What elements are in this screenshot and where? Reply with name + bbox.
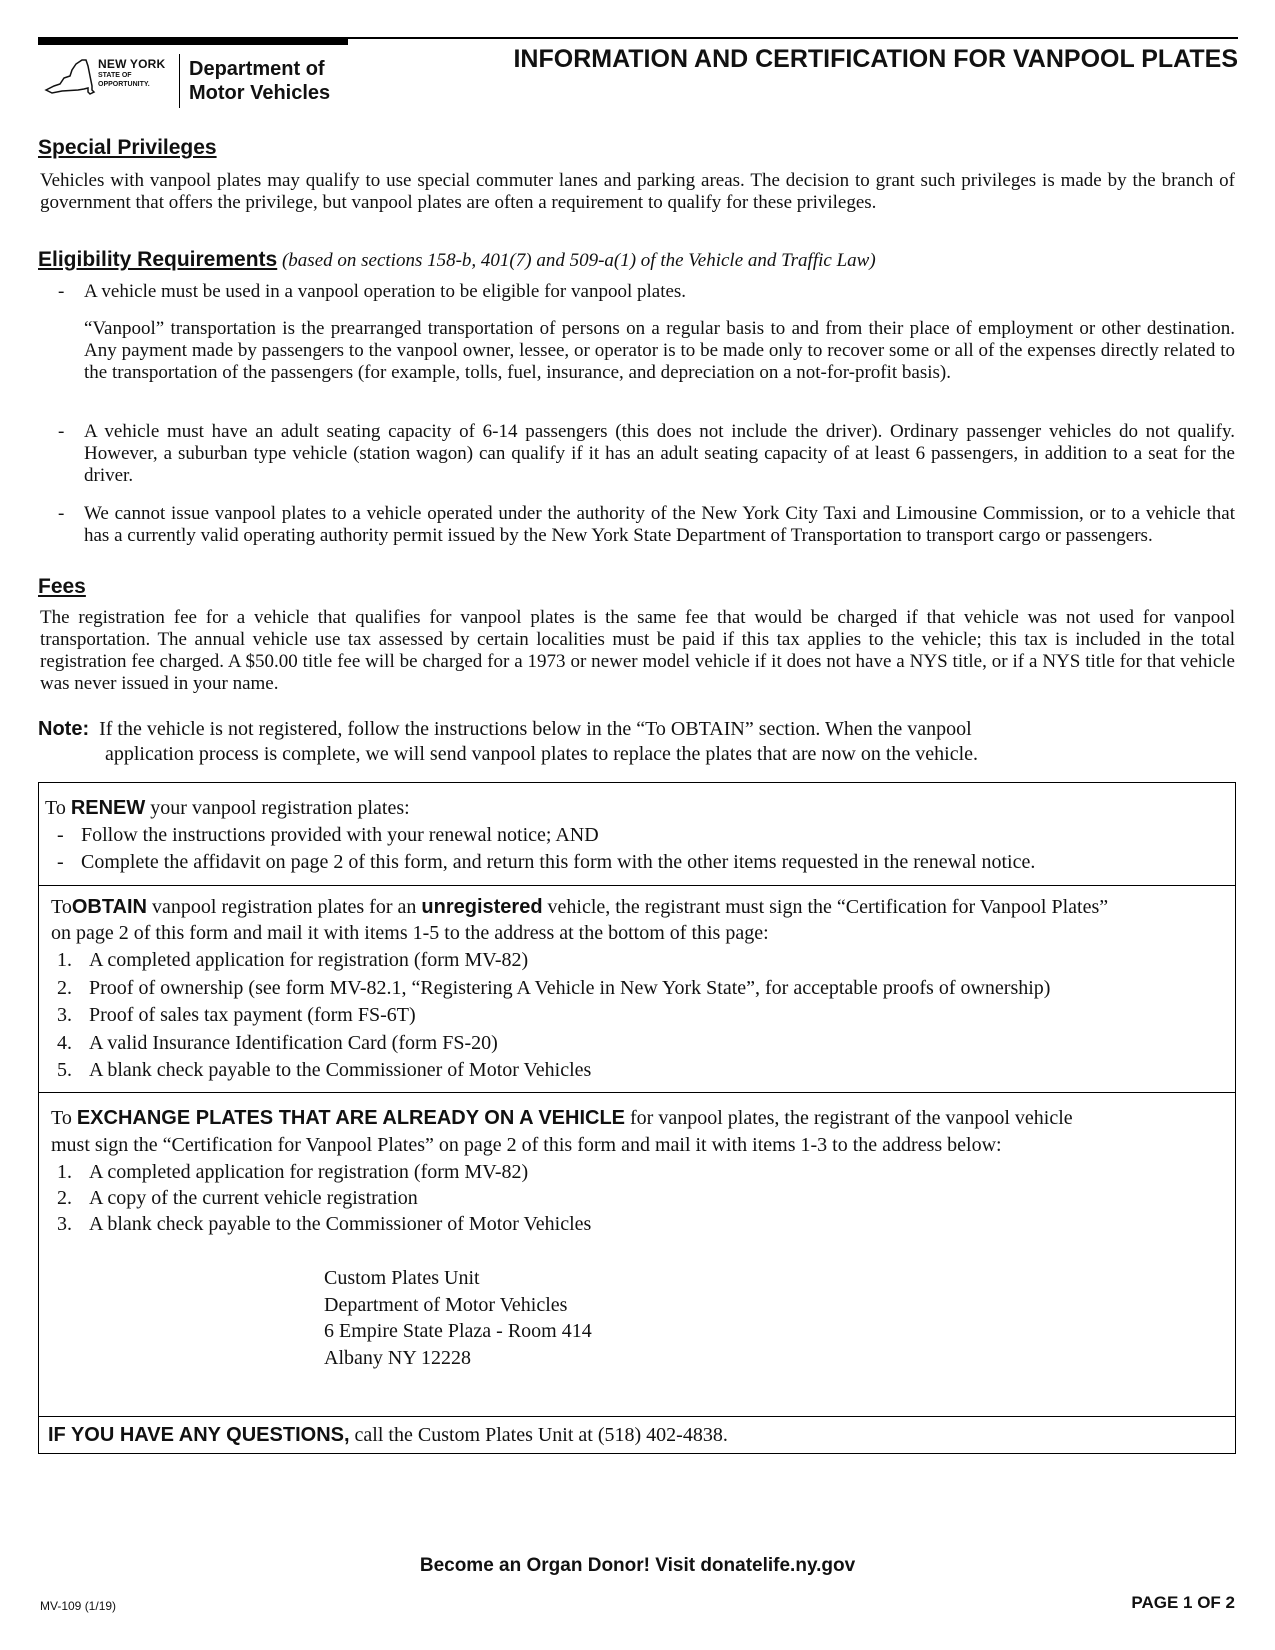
obtain-item-2-text: Proof of ownership (see form MV-82.1, “Registering A Vehicle in New York State”, for acceptable proofs of ownership) xyxy=(89,976,1051,999)
obtain-item-2: 2. Proof of ownership (see form MV-82.1, “Registering A Vehicle in New York State”, for acceptable proofs of ownership) xyxy=(57,976,1051,999)
renew-heading xyxy=(45,795,410,821)
obtain-item-5: 5. A blank check payable to the Commissioner of Motor Vehicles xyxy=(57,1059,592,1081)
exchange-item-1-text: A completed application for registration (form MV-82) xyxy=(89,1161,529,1183)
obtain-item-5-text: A blank check payable to the Commissioner of Motor Vehicles xyxy=(89,1059,592,1081)
exchange-line-2: must sign the “Certification for Vanpool Plates” on page 2 of this form and mail it with items 1-3 to the address below: xyxy=(51,1134,1002,1156)
renew-keyword: RENEW xyxy=(70,797,146,819)
obtain-mid: vanpool registration plates for an xyxy=(147,896,422,918)
eligibility-heading: Eligibility Requirements xyxy=(38,248,278,271)
exchange-item-2: 2. A copy of the current vehicle registration xyxy=(57,1187,418,1209)
exchange-box xyxy=(38,1092,1236,1417)
eligibility-item-3: - We cannot issue vanpool plates to a vehicle operated under the authority of the New York City Taxi and Limousine Commission, or to a vehicle that has a currently valid operating authority permit issued by the New York State Department of Transportation to transport cargo or passengers. xyxy=(58,503,1235,546)
obtain-line-2: on page 2 of this form and mail it with items 1-5 to the address at the bottom of this page: xyxy=(51,922,769,944)
obtain-heading xyxy=(51,894,1108,920)
nys-dmv-logo xyxy=(42,52,362,114)
logo-state-name: NEW YORK xyxy=(98,57,166,71)
renew-box xyxy=(38,782,1236,886)
fees-heading: Fees xyxy=(38,575,86,598)
address-line-2: Department of Motor Vehicles xyxy=(324,1293,568,1316)
renew-rest: your vanpool registration plates: xyxy=(150,797,410,819)
exchange-prefix: To xyxy=(51,1107,72,1129)
logo-state-motto: OPPORTUNITY. xyxy=(98,81,150,89)
header-rule-accent xyxy=(38,37,348,45)
note-block xyxy=(38,718,1238,766)
address-line-4: Albany NY 12228 xyxy=(324,1346,472,1369)
eligibility-item-2-text: A vehicle must have an adult seating capacity of 6-14 passengers (this does not include the driver). Ordinary passenger vehicles do not qualify. However, a suburban type vehicle (station wagon) can qualify if it has an adult seating capacity of at least 6 passengers, in addition to a seat for the driver. xyxy=(84,421,1235,486)
fees-text: The registration fee for a vehicle that qualifies for vanpool plates is the same fee that would be charged if that vehicle was not used for vanpool transportation. The annual vehicle use tax assessed by certain localities must be paid if this tax applies to the vehicle; this tax is included in the total registration fee charged. A $50.00 title fee will be charged for a 1973 or newer model vehicle if it does not have a NYS title, or if a NYS title for that vehicle was never issued in your name. xyxy=(40,607,1235,694)
note-line-1: If the vehicle is not registered, follow the instructions below in the “To OBTAIN” section. When the vanpool xyxy=(99,718,972,740)
renew-prefix: To xyxy=(45,797,66,819)
renew-item-1-text: Follow the instructions provided with your renewal notice; AND xyxy=(81,824,599,846)
obtain-item-3: 3. Proof of sales tax payment (form FS-6T) xyxy=(57,1004,416,1026)
renew-item-1: - Follow the instructions provided with your renewal notice; AND xyxy=(57,824,599,846)
obtain-item-4: 4. A valid Insurance Identification Card (form FS-20) xyxy=(57,1031,498,1054)
exchange-item-3-text: A blank check payable to the Commissioner of Motor Vehicles xyxy=(89,1213,592,1235)
exchange-rest: for vanpool plates, the registrant of the vanpool vehicle xyxy=(625,1107,1073,1129)
obtain-items-list xyxy=(39,947,1050,1085)
vanpool-definition: “Vanpool” transportation is the prearranged transportation of persons on a regular basis to and from their place of employment or other destination. Any payment made by passengers to the vanpool owner, lessee, or operator is to be made only to recover some or all of the expenses directly related to the transportation of the passengers (for example, tolls, fuel, insurance, and depreciation on a not-for-profit basis). xyxy=(84,318,1235,383)
special-privileges-text: Vehicles with vanpool plates may qualify to use special commuter lanes and parking areas. The decision to grant such privileges is made by the branch of government that offers the privilege, but vanpool plates are often a requirement to qualify for these privileges. xyxy=(40,170,1235,213)
obtain-item-1-text: A completed application for registration (form MV-82) xyxy=(89,949,529,971)
page-number: PAGE 1 OF 2 xyxy=(1131,1593,1235,1612)
note-line-2: application process is complete, we will send vanpool plates to replace the plates that are now on the vehicle. xyxy=(105,743,979,765)
logo-divider xyxy=(179,54,180,108)
obtain-box xyxy=(38,885,1236,1093)
exchange-item-2-text: A copy of the current vehicle registration xyxy=(89,1187,418,1209)
exchange-heading xyxy=(51,1105,1073,1131)
mailing-address xyxy=(324,1265,592,1371)
eligibility-item-1-text: A vehicle must be used in a vanpool operation to be eligible for vanpool plates. xyxy=(84,281,687,302)
document-title: INFORMATION AND CERTIFICATION FOR VANPOOL PLATES xyxy=(513,45,1238,73)
eligibility-basis: (based on sections 158-b, 401(7) and 509-a(1) of the Vehicle and Traffic Law) xyxy=(281,250,876,271)
special-privileges-heading: Special Privileges xyxy=(38,136,217,159)
agency-name xyxy=(189,58,330,105)
renew-item-2-text: Complete the affidavit on page 2 of this form, and return this form with the other items requested in the renewal notice. xyxy=(81,851,1036,873)
questions-box xyxy=(38,1416,1236,1454)
questions-line xyxy=(48,1422,728,1448)
renew-item-2: - Complete the affidavit on page 2 of this form, and return this form with the other items requested in the renewal notice. xyxy=(57,851,1036,873)
questions-rest: call the Custom Plates Unit at (518) 402-4838. xyxy=(349,1424,728,1446)
note-label: Note: xyxy=(38,718,90,740)
organ-donor-banner: Become an Organ Donor! Visit donatelife.ny.gov xyxy=(419,1555,856,1576)
eligibility-heading-row xyxy=(38,248,876,272)
agency-name-line2: Motor Vehicles xyxy=(189,81,331,104)
obtain-keyword: OBTAIN xyxy=(71,896,148,918)
exchange-item-3: 3. A blank check payable to the Commissioner of Motor Vehicles xyxy=(57,1213,592,1235)
obtain-item-3-text: Proof of sales tax payment (form FS-6T) xyxy=(89,1004,416,1026)
eligibility-item-2: - A vehicle must have an adult seating capacity of 6-14 passengers (this does not include the driver). Ordinary passenger vehicles do not qualify. However, a suburban type vehicle (station wagon) can qualify if it has an adult seating capacity of at least 6 passengers, in addition to a seat for the driver. xyxy=(58,421,1235,486)
obtain-rest: vehicle, the registrant must sign the “Certification for Vanpool Plates” xyxy=(542,896,1109,918)
address-line-3: 6 Empire State Plaza - Room 414 xyxy=(324,1320,592,1342)
new-york-state-outline-icon xyxy=(42,56,98,100)
agency-name-line1: Department of xyxy=(189,58,325,80)
exchange-keyword: EXCHANGE PLATES THAT ARE ALREADY ON A VEHICLE xyxy=(76,1107,626,1129)
eligibility-item-3-text: We cannot issue vanpool plates to a vehicle operated under the authority of the New York City Taxi and Limousine Commission, or to a vehicle that has a currently valid operating authority permit issued by the New York State Department of Transportation to transport cargo or passengers. xyxy=(84,503,1235,546)
exchange-item-1: 1. A completed application for registration (form MV-82) xyxy=(57,1161,529,1183)
obtain-prefix: To xyxy=(51,896,72,918)
obtain-keyword-unregistered: unregistered xyxy=(421,896,543,918)
obtain-item-1: 1. A completed application for registration (form MV-82) xyxy=(57,949,529,971)
logo-state-sub: STATE OF xyxy=(98,72,132,79)
obtain-item-4-text: A valid Insurance Identification Card (form FS-20) xyxy=(89,1031,498,1054)
address-line-1: Custom Plates Unit xyxy=(324,1267,480,1289)
questions-keyword: IF YOU HAVE ANY QUESTIONS, xyxy=(48,1424,350,1446)
exchange-items-list xyxy=(39,1159,591,1237)
eligibility-item-1: - A vehicle must be used in a vanpool operation to be eligible for vanpool plates. xyxy=(58,281,1235,303)
form-id: MV-109 (1/19) xyxy=(40,1599,117,1613)
